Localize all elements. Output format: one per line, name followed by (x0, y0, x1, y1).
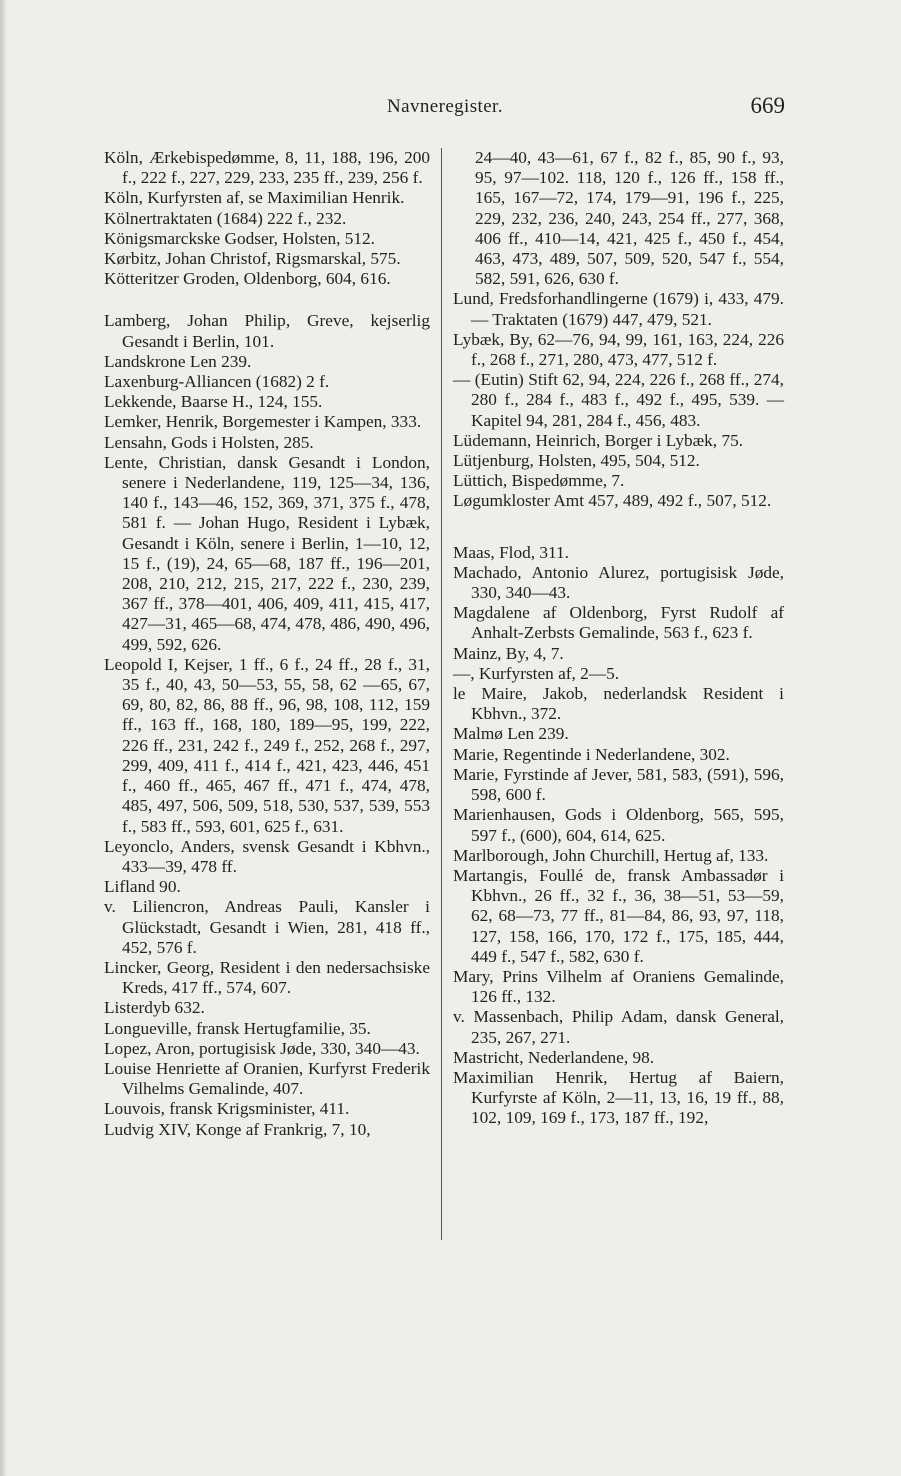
index-entry: Maas, Flod, 311. (453, 542, 570, 562)
letter-group-gap (453, 512, 784, 543)
index-entry: Lifland 90. (104, 877, 181, 897)
index-entry: Landskrone Len 239. (104, 351, 252, 371)
index-entry: Kölnertraktaten (1684) 222 f., 232. (104, 208, 347, 228)
page-header (105, 93, 785, 126)
index-entry: Machado, Antonio Alurez, portugisisk Jøde, 330, 340—43. (453, 562, 784, 603)
index-entry: Maximilian Henrik, Hertug af Baiern, Kurfyrste af Köln, 2—11, 13, 16, 19 ff., 88, 102, 109, 169 f., 173, 187 ff., 192, (453, 1067, 784, 1128)
index-entry: Leyonclo, Anders, svensk Gesandt i Kbhvn., 433—39, 478 ff. (104, 836, 430, 876)
index-entry-continuation: 24—40, 43—61, 67 f., 82 f., 85, 90 f., 93, 95, 97—102. 118, 120 f., 126 ff., 158 ff., 165, 167—72, 174, 179—91, 196 f., 225, 229, 232, 236, 240, 243, 254 ff., 277, 368, 406 ff., 410—14, 421, 425 f., 450 f., 454, 463, 473, 489, 507, 509, 520, 547 f., 554, 582, 591, 626, 630 f. (475, 148, 784, 289)
index-entry: Lybæk, By, 62—76, 94, 99, 161, 163, 224, 226 f., 268 f., 271, 280, 473, 477, 512 f. (453, 329, 784, 370)
index-entry: Kørbitz, Johan Christof, Rigsmarskal, 575. (104, 249, 401, 269)
letter-group-gap (104, 289, 430, 311)
index-entry: Malmø Len 239. (453, 724, 569, 744)
left-column (104, 148, 430, 1140)
index-entry: Martangis, Foullé de, fransk Ambassadør i Kbhvn., 26 ff., 32 f., 36, 38—51, 53—59, 62, 68—73, 77 ff., 81—84, 86, 93, 97, 118, 127, 158, 166, 170, 172 f., 175, 185, 444, 449 f., 547 f., 582, 630 f. (453, 865, 784, 966)
index-entry: Marienhausen, Gods i Oldenborg, 565, 595, 597 f., (600), 604, 614, 625. (453, 805, 784, 845)
right-column (453, 148, 784, 1129)
index-entry: Lütjenburg, Holsten, 495, 504, 512. (453, 451, 700, 471)
index-entry: Lamberg, Johan Philip, Greve, kejserlig Gesandt i Berlin, 101. (104, 311, 430, 351)
index-entry: v. Liliencron, Andreas Pauli, Kansler i Glückstadt, Gesandt i Wien, 281, 418 ff., 452, 576 f. (104, 897, 430, 957)
index-entry: Kötteritzer Groden, Oldenborg, 604, 616. (104, 269, 391, 289)
index-entry: Köln, Ærkebispedømme, 8, 11, 188, 196, 200 f., 222 f., 227, 229, 233, 235 ff., 239, 256 f. (104, 148, 430, 188)
index-entry: Ludvig XIV, Konge af Frankrig, 7, 10, (104, 1119, 371, 1139)
index-entry: Lensahn, Gods i Holsten, 285. (104, 432, 314, 452)
index-entry: Mary, Prins Vilhelm af Oraniens Gemalinde, 126 ff., 132. (453, 966, 784, 1007)
index-entry: Lente, Christian, dansk Gesandt i London, senere i Nederlandene, 119, 125—34, 136, 140 f., 143—46, 152, 369, 371, 375 f., 478, 581 f. — Johan Hugo, Resident i Lybæk, Gesandt i Köln, senere i Berlin, 1—10, 12, 15 f., (19), 24, 65—68, 187 ff., 196—201, 208, 210, 212, 215, 217, 222 f., 230, 239, 367 ff., 378—401, 406, 409, 411, 415, 417, 427—31, 465—68, 474, 478, 486, 490, 496, 499, 592, 626. (104, 452, 430, 654)
index-entry: Louise Henriette af Oranien, Kurfyrst Frederik Vilhelms Gemalinde, 407. (104, 1058, 430, 1099)
index-entry: Königsmarckske Godser, Holsten, 512. (104, 228, 375, 248)
index-entry: — (Eutin) Stift 62, 94, 224, 226 f., 268 ff., 274, 280 f., 284 f., 483 f., 492 f., 495, 539. — Kapitel 94, 281, 284 f., 456, 483. (453, 370, 784, 430)
index-entry: Lund, Fredsforhandlingerne (1679) i, 433, 479. — Traktaten (1679) 447, 479, 521. (453, 289, 784, 329)
running-head: Navneregister. (387, 96, 503, 117)
index-entry: Lüdemann, Heinrich, Borger i Lybæk, 75. (453, 430, 744, 450)
index-entry: Mastricht, Nederlandene, 98. (453, 1047, 655, 1067)
index-entry: Marie, Regentinde i Nederlandene, 302. (453, 744, 730, 764)
index-entry: Köln, Kurfyrsten af, se Maximilian Henrik. (104, 188, 405, 208)
index-entry: Longueville, fransk Hertugfamilie, 35. (104, 1018, 371, 1038)
page-spine-shadow (0, 0, 6, 1476)
column-divider (441, 148, 442, 1240)
index-entry: v. Massenbach, Philip Adam, dansk General, 235, 267, 271. (453, 1007, 784, 1047)
index-entry: Leopold I, Kejser, 1 ff., 6 f., 24 ff., 28 f., 31, 35 f., 40, 43, 50—53, 55, 58, 62 —65, 67, 69, 80, 82, 86, 88 ff., 96, 98, 108, 112, 159 ff., 163 ff., 168, 180, 189—95, 199, 222, 226 ff., 231, 242 f., 249 f., 252, 268 f., 297, 299, 409, 411 f., 414 f., 421, 423, 446, 451 f., 460 ff., 465, 467 ff., 471 f., 474, 478, 485, 497, 506, 509, 518, 530, 537, 539, 553 f., 583 ff., 593, 601, 625 f., 631. (104, 654, 430, 836)
page-number: 669 (750, 93, 785, 118)
index-entry: Lemker, Henrik, Borgemester i Kampen, 333. (104, 412, 422, 432)
index-entry: Lüttich, Bispedømme, 7. (453, 471, 625, 491)
index-entry: Laxenburg-Alliancen (1682) 2 f. (104, 372, 330, 392)
index-entry: le Maire, Jakob, nederlandsk Resident i Kbhvn., 372. (453, 684, 784, 724)
index-entry: Mainz, By, 4, 7. (453, 643, 564, 663)
index-entry: Marie, Fyrstinde af Jever, 581, 583, (591), 596, 598, 600 f. (453, 764, 784, 805)
index-entry: Louvois, fransk Krigsminister, 411. (104, 1099, 350, 1119)
index-entry: Lekkende, Baarse H., 124, 155. (104, 392, 323, 412)
index-entry: Lincker, Georg, Resident i den nedersachsiske Kreds, 417 ff., 574, 607. (104, 957, 430, 998)
index-entry: Marlborough, John Churchill, Hertug af, 133. (453, 845, 769, 865)
index-entry: Magdalene af Oldenborg, Fyrst Rudolf af Anhalt-Zerbsts Gemalinde, 563 f., 623 f. (453, 603, 784, 643)
index-entry: —, Kurfyrsten af, 2—5. (453, 663, 620, 683)
index-entry: Lopez, Aron, portugisisk Jøde, 330, 340—43. (104, 1038, 420, 1058)
index-entry: Listerdyb 632. (104, 998, 205, 1018)
index-entry: Løgumkloster Amt 457, 489, 492 f., 507, 512. (453, 491, 772, 511)
